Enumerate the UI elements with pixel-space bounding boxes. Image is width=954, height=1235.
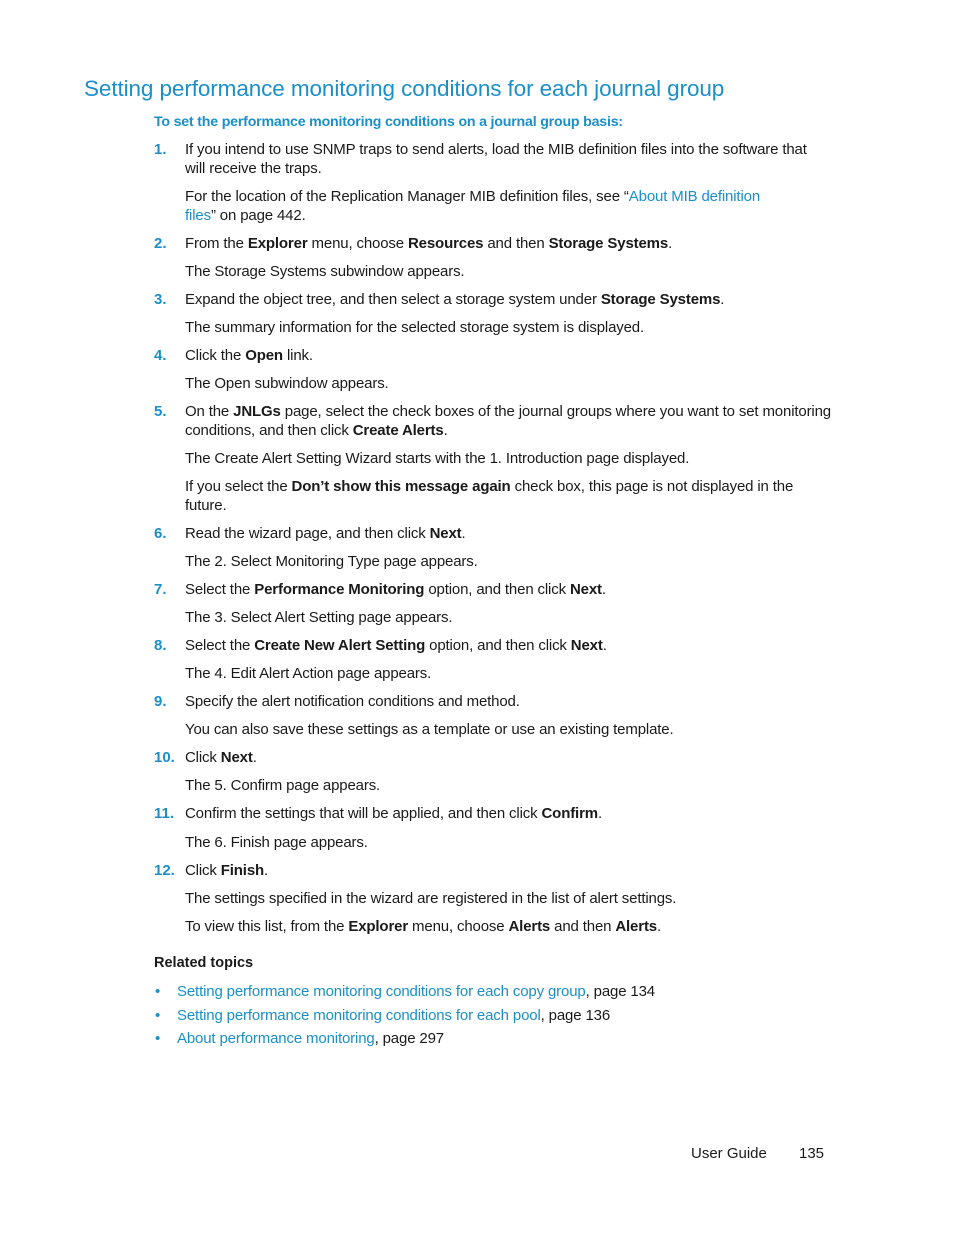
- mib-definition-link[interactable]: files: [185, 207, 211, 224]
- step-result: The 2. Select Monitoring Type page appears.: [185, 553, 478, 570]
- step-number: 8.: [154, 637, 167, 654]
- related-topic-link[interactable]: About performance monitoring: [177, 1030, 375, 1047]
- step-result: The Open subwindow appears.: [185, 375, 389, 392]
- step-number: 9.: [154, 693, 167, 710]
- step-text: From the Explorer menu, choose Resources and then Storage Systems.: [185, 235, 673, 252]
- bullet: •: [155, 1030, 161, 1047]
- step-text: Expand the object tree, and then select a storage system under Storage Systems.: [185, 291, 725, 308]
- step-number: 2.: [154, 235, 167, 252]
- related-topic-link[interactable]: Setting performance monitoring conditions for each pool: [177, 1007, 541, 1024]
- step-note: files” on page 442.: [185, 207, 306, 224]
- step-result: The Create Alert Setting Wizard starts with the 1. Introduction page displayed.: [185, 450, 690, 467]
- step-result: The 3. Select Alert Setting page appears.: [185, 609, 453, 626]
- step-result: The 4. Edit Alert Action page appears.: [185, 665, 432, 682]
- step-text: Click Next.: [185, 749, 257, 766]
- step-number: 10.: [154, 749, 175, 766]
- step-text: Read the wizard page, and then click Next.: [185, 525, 466, 542]
- step-text: If you intend to use SNMP traps to send alerts, load the MIB definition files into the software that: [185, 141, 807, 158]
- step-text: Select the Create New Alert Setting option, and then click Next.: [185, 637, 607, 654]
- related-topic-link[interactable]: Setting performance monitoring conditions for each copy group: [177, 983, 586, 1000]
- step-note: For the location of the Replication Manager MIB definition files, see “About MIB definition: [185, 188, 761, 205]
- related-topics-heading: Related topics: [154, 955, 254, 971]
- step-result: You can also save these settings as a template or use an existing template.: [185, 721, 674, 738]
- related-topic-item: About performance monitoring, page 297: [177, 1030, 444, 1047]
- step-number: 12.: [154, 862, 175, 879]
- step-number: 5.: [154, 403, 167, 420]
- step-text: Confirm the settings that will be applied, and then click Confirm.: [185, 805, 602, 822]
- step-number: 6.: [154, 525, 167, 542]
- step-result: The 5. Confirm page appears.: [185, 777, 381, 794]
- step-note: To view this list, from the Explorer menu, choose Alerts and then Alerts.: [185, 918, 662, 935]
- step-text: Specify the alert notification conditions and method.: [185, 693, 520, 710]
- step-result: The settings specified in the wizard are registered in the list of alert settings.: [185, 890, 677, 907]
- step-number: 11.: [154, 805, 175, 822]
- related-topic-item: Setting performance monitoring conditions for each pool, page 136: [177, 1007, 611, 1024]
- step-note: future.: [185, 497, 227, 514]
- step-result: The summary information for the selected storage system is displayed.: [185, 319, 645, 336]
- section-title: Setting performance monitoring conditions for each journal group: [84, 76, 725, 101]
- bullet: •: [155, 983, 161, 1000]
- footer-guide-label: User Guide: [691, 1145, 767, 1162]
- step-number: 7.: [154, 581, 167, 598]
- step-result: The Storage Systems subwindow appears.: [185, 263, 465, 280]
- bullet: •: [155, 1007, 161, 1024]
- step-text: On the JNLGs page, select the check boxes of the journal groups where you want to set monitoring: [185, 403, 831, 420]
- step-text: Click the Open link.: [185, 347, 313, 364]
- page-number: 135: [799, 1145, 825, 1162]
- step-text: Select the Performance Monitoring option, and then click Next.: [185, 581, 606, 598]
- mib-definition-link[interactable]: About MIB definition: [628, 188, 761, 205]
- related-topic-item: Setting performance monitoring conditions for each copy group, page 134: [177, 983, 655, 1000]
- step-number: 1.: [154, 141, 167, 158]
- step-text: conditions, and then click Create Alerts.: [185, 422, 448, 439]
- step-result: The 6. Finish page appears.: [185, 834, 368, 851]
- step-number: 3.: [154, 291, 167, 308]
- step-note: If you select the Don’t show this message again check box, this page is not displayed in the: [185, 478, 794, 495]
- step-text: will receive the traps.: [185, 160, 322, 177]
- step-number: 4.: [154, 347, 167, 364]
- step-text: Click Finish.: [185, 862, 269, 879]
- procedure-heading: To set the performance monitoring conditions on a journal group basis:: [154, 114, 623, 130]
